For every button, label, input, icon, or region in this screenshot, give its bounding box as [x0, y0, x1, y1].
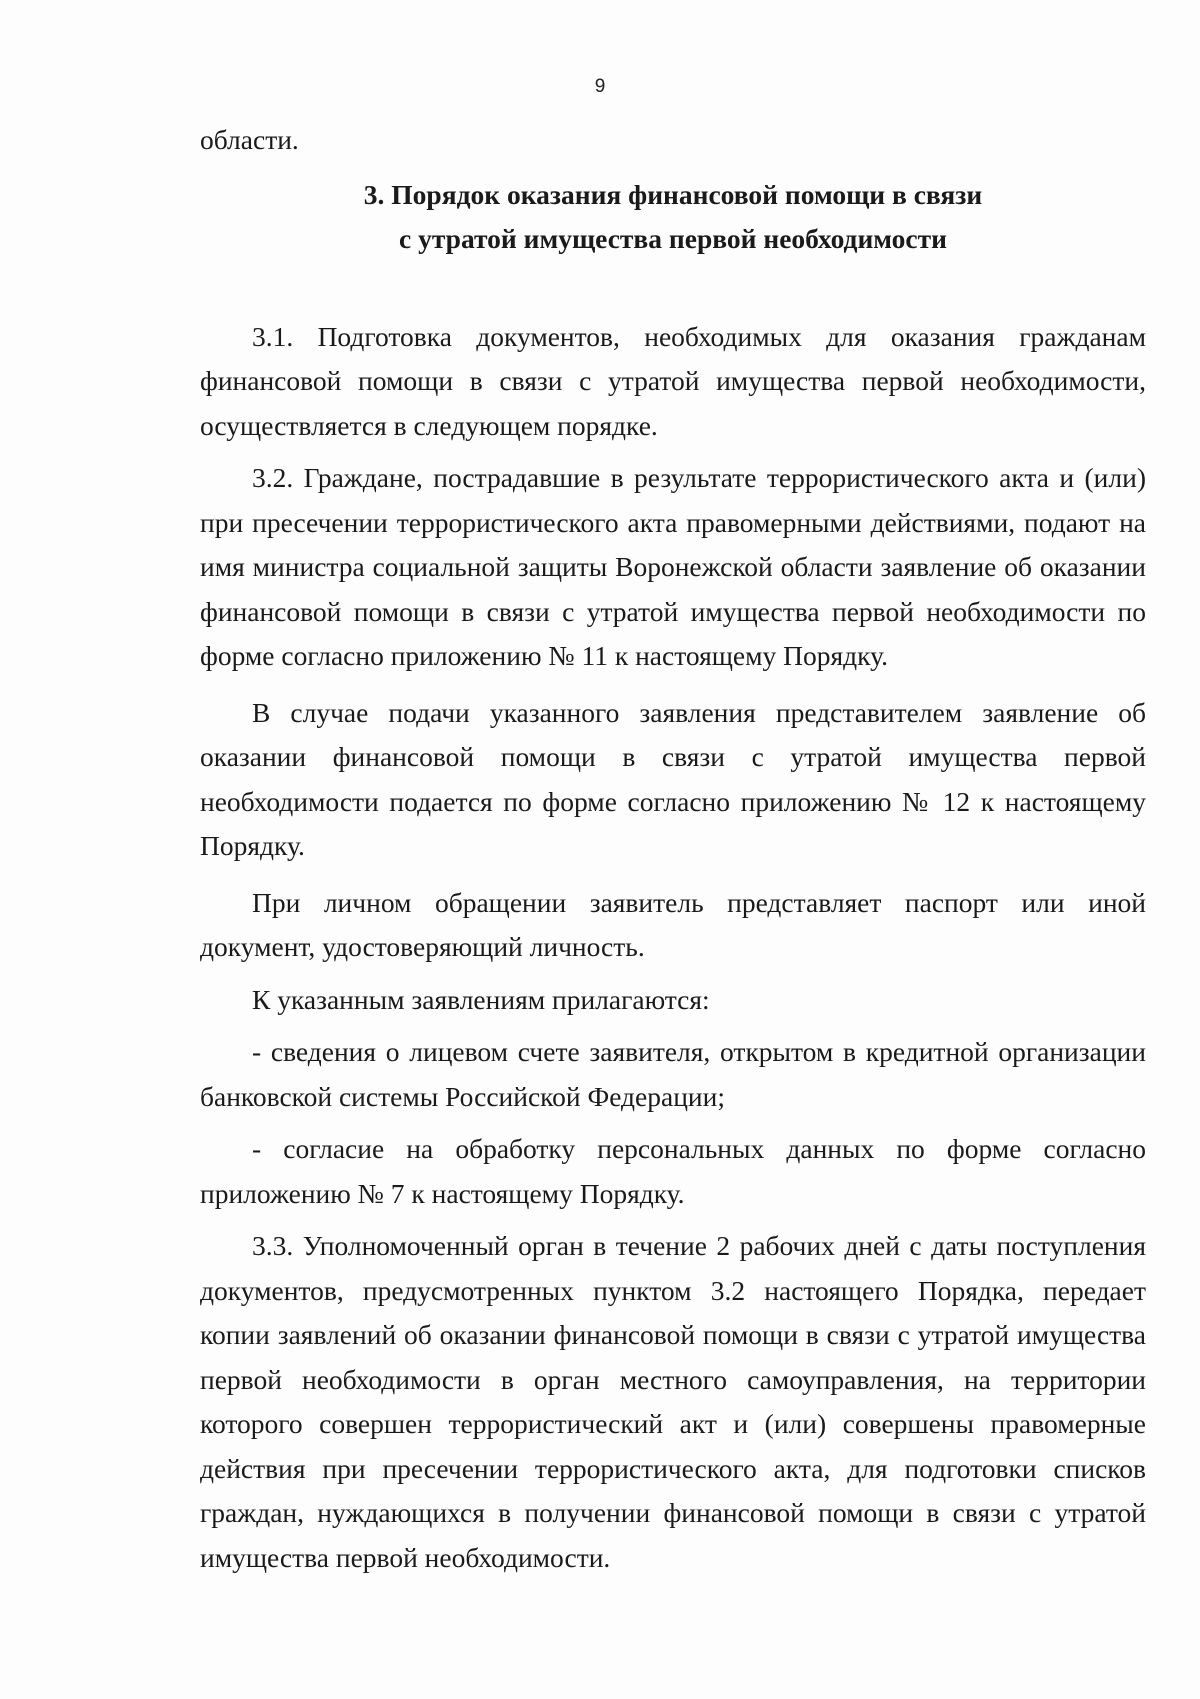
list-item-bank-account: - сведения о лицевом счете заявителя, открытом в кредитной организации банковской системы Российской Федерации; [200, 1036, 1146, 1112]
section-heading [200, 173, 1146, 261]
heading-spacer [200, 261, 1146, 315]
list-item-data-consent: - согласие на обработку персональных данных по форме согласно приложению № 7 к настоящему Порядку. [200, 1133, 1146, 1209]
paragraph-3-2: 3.2. Граждане, пострадавшие в результате террористического акта и (или) при пресечении террористического акта правомерными действиями, подают на имя министра социальной защиты Воронежской области заявление об оказании финансовой помощи в связи с утратой имущества первой необходимости по форме согласно приложению № 11 к настоящему Порядку. [200, 462, 1146, 671]
paragraph-personal-appeal: При личном обращении заявитель представляет паспорт или иной документ, удостоверяющий личность. [200, 886, 1146, 962]
carry-over-text: области. [200, 124, 299, 155]
paragraph-representative: В случае подачи указанного заявления представителем заявление об оказании финансовой помощи в связи с утратой имущества первой необходимости подается по форме согласно приложению № 12 к настоящему Порядку. [200, 696, 1146, 861]
section-heading-line-2: с утратой имущества первой необходимости [399, 222, 947, 254]
page-number: 9 [594, 76, 606, 97]
paragraph-3-3: 3.3. Уполномоченный орган в течение 2 рабочих дней с даты поступления документов, предусмотренных пунктом 3.2 настоящего Порядка, передает копии заявлений об оказании финансовой помощи в связи с утратой имущества первой необходимости в орган местного самоуправления, на территории которого совершен террористический акт и (или) совершены правомерные действия при пресечении террористического акта, для подготовки списков граждан, нуждающихся в получении финансовой помощи в связи с утратой имущества первой необходимости. [200, 1230, 1146, 1573]
section-heading-line-1: 3. Порядок оказания финансовой помощи в связи [363, 178, 983, 210]
paragraph-attachments-intro: К указанным заявлениям прилагаются: [252, 983, 710, 1015]
paragraph-3-1: 3.1. Подготовка документов, необходимых для оказания гражданам финансовой помощи в связи с утратой имущества первой необходимости, осуществляется в следующем порядке. [200, 320, 1146, 441]
document-body [200, 118, 1146, 1580]
